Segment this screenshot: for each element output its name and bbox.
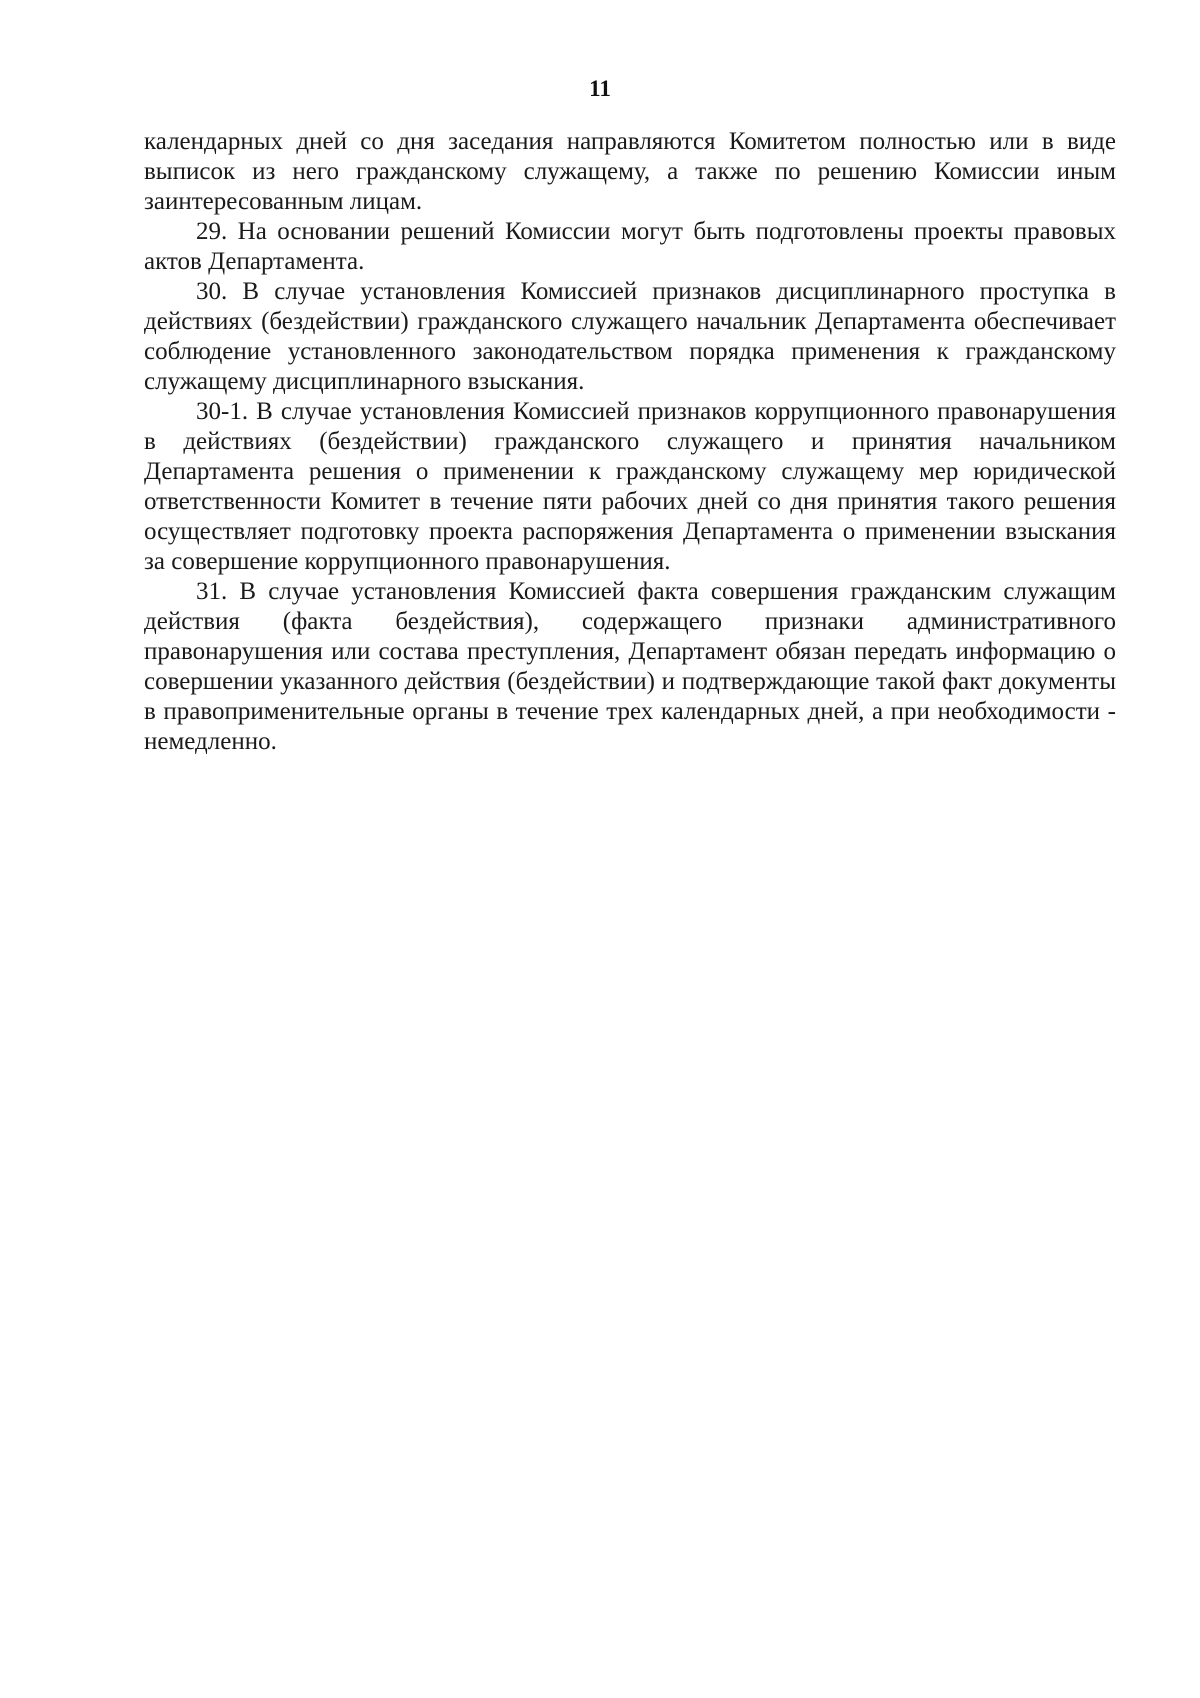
- paragraph-continuation: календарных дней со дня заседания направляются Комитетом полностью или в виде выписок из него гражданскому служащему, а также по решению Комиссии иным заинтересованным лицам.: [144, 128, 1116, 215]
- document-body: [144, 127, 1116, 757]
- page-number: 11: [589, 76, 611, 101]
- paragraph-31: 31. В случае установления Комиссией факта совершения гражданским служащим действия (факта бездействия), содержащего признаки административного правонарушения или состава преступления, Департамент обязан передать информацию о совершении указанного действия (бездействии) и подтверждающие такой факт документы в правоприменительные органы в течение трех календарных дней, а при необходимости - немедленно.: [144, 578, 1116, 755]
- paragraph-29: 29. На основании решений Комиссии могут быть подготовлены проекты правовых актов Департамента.: [144, 218, 1116, 275]
- paragraph-30: 30. В случае установления Комиссией признаков дисциплинарного проступка в действиях (бездействии) гражданского служащего начальник Департамента обеспечивает соблюдение установленного законодательством порядка применения к гражданскому служащему дисциплинарного взыскания.: [144, 278, 1116, 395]
- paragraph-30-1: 30-1. В случае установления Комиссией признаков коррупционного правонарушения в действиях (бездействии) гражданского служащего и принятия начальником Департамента решения о применении к гражданскому служащему мер юридической ответственности Комитет в течение пяти рабочих дней со дня принятия такого решения осуществляет подготовку проекта распоряжения Департамента о применении взыскания за совершение коррупционного правонарушения.: [144, 398, 1116, 575]
